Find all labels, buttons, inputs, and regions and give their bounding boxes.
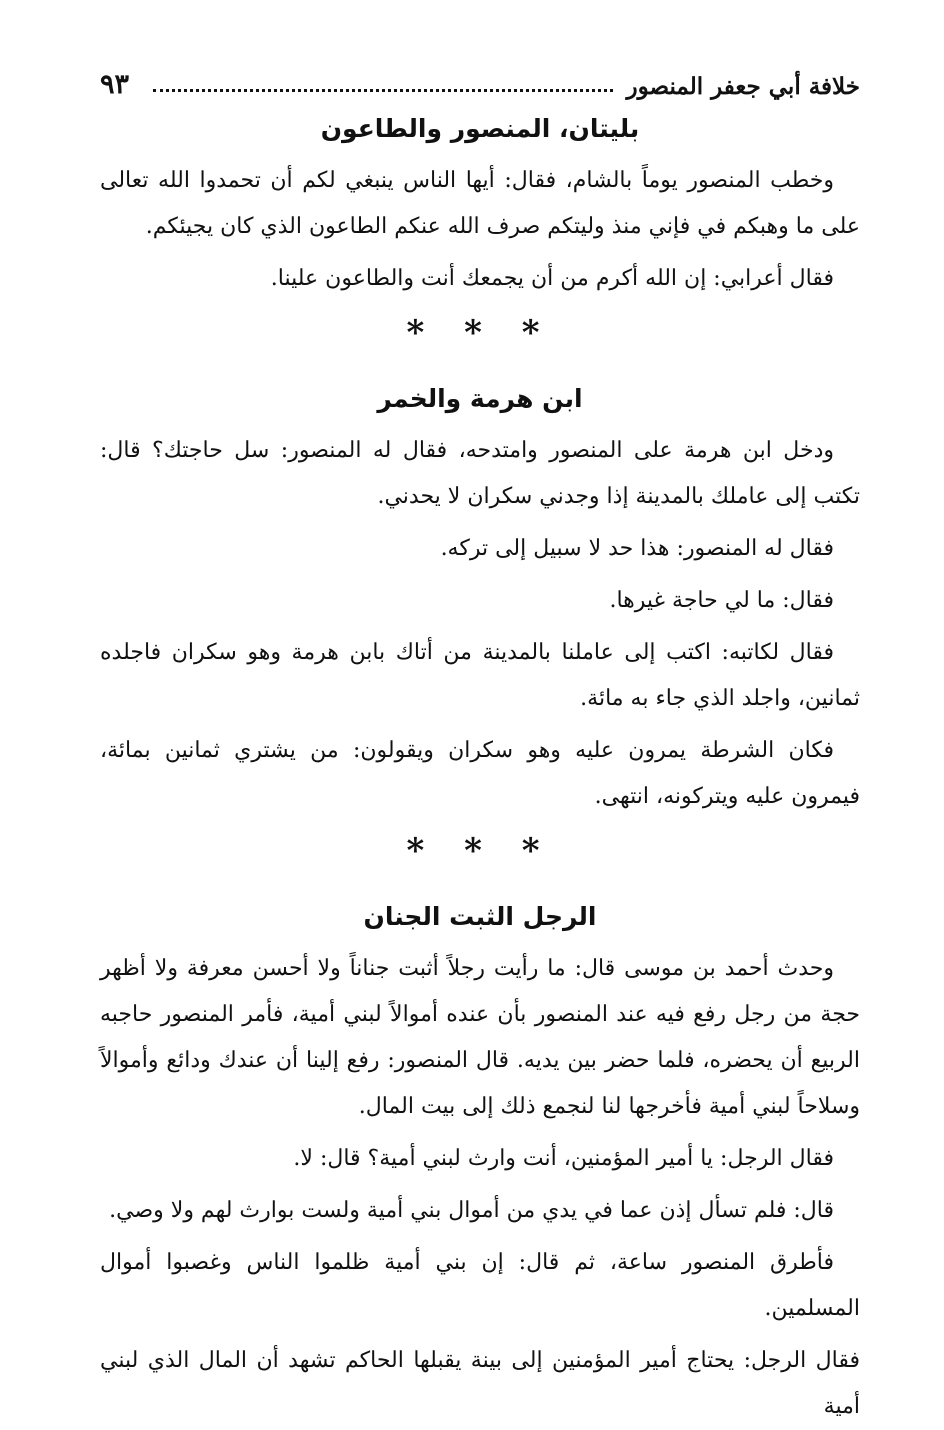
paragraph: فقال الرجل: يحتاج أمير المؤمنين إلى بينة يقبلها الحاكم تشهد أن المال الذي لبني أمية — [100, 1348, 860, 1419]
paragraph: فقال لكاتبه: اكتب إلى عاملنا بالمدينة من أتاك بابن هرمة وهو سكران فاجلده ثمانين، واجلد الذي جاء به مائة. — [100, 640, 860, 711]
paragraph: فقال أعرابي: إن الله أكرم من أن يجمعك أنت والطاعون علينا. — [270, 266, 834, 291]
paragraph: قال: فلم تسأل إذن عما في يدي من أموال بني أمية ولست بوارث لهم ولا وصي. — [109, 1198, 834, 1223]
paragraph: فقال له المنصور: هذا حد لا سبيل إلى تركه. — [440, 536, 834, 561]
dotted-leader — [153, 89, 613, 92]
running-header — [100, 56, 860, 100]
section-heading: ابن هرمة والخمر — [377, 384, 583, 413]
paragraph: ودخل ابن هرمة على المنصور وامتدحه، فقال له المنصور: سل حاجتك؟ قال: تكتب إلى عاملك بالمدينة إذا وجدني سكران لا يحدني. — [100, 438, 860, 509]
section-heading: بليتان، المنصور والطاعون — [320, 114, 640, 143]
paragraph: فقال: ما لي حاجة غيرها. — [609, 588, 834, 613]
chapter-title: خلافة أبي جعفر المنصور — [626, 73, 860, 100]
section-separator: * * * — [406, 313, 554, 353]
paragraph: فكان الشرطة يمرون عليه وهو سكران ويقولون: من يشتري ثمانين بمائة، فيمرون عليه ويتركونه، انتهى. — [100, 738, 860, 809]
section-separator: * * * — [406, 831, 554, 871]
paragraph: فأطرق المنصور ساعة، ثم قال: إن بني أمية ظلموا الناس وغصبوا أموال المسلمين. — [100, 1250, 860, 1321]
paragraph: وخطب المنصور يوماً بالشام، فقال: أيها الناس ينبغي لكم أن تحمدوا الله تعالى على ما وهبكم في فإني منذ وليتكم صرف الله عنكم الطاعون الذي كان يجيئكم. — [100, 168, 860, 239]
paragraph: وحدث أحمد بن موسى قال: ما رأيت رجلاً أثبت جناناً ولا أحسن معرفة ولا أظهر حجة من رجل رفع فيه عند المنصور بأن عنده أموالاً لبني أمية، فأمر المنصور حاجبه الربيع أن يحضره، فلما حضر بين يديه. قال المنصور: رفع إلينا أن عندك ودائع وأموالاً وسلاحاً لبني أمية فأخرجها لنا لنجمع ذلك إلى بيت المال. — [100, 956, 860, 1119]
section-heading: الرجل الثبت الجنان — [363, 902, 597, 931]
paragraph: فقال الرجل: يا أمير المؤمنين، أنت وارث لبني أمية؟ قال: لا. — [293, 1146, 834, 1171]
page-number: ٩٣ — [100, 69, 130, 100]
